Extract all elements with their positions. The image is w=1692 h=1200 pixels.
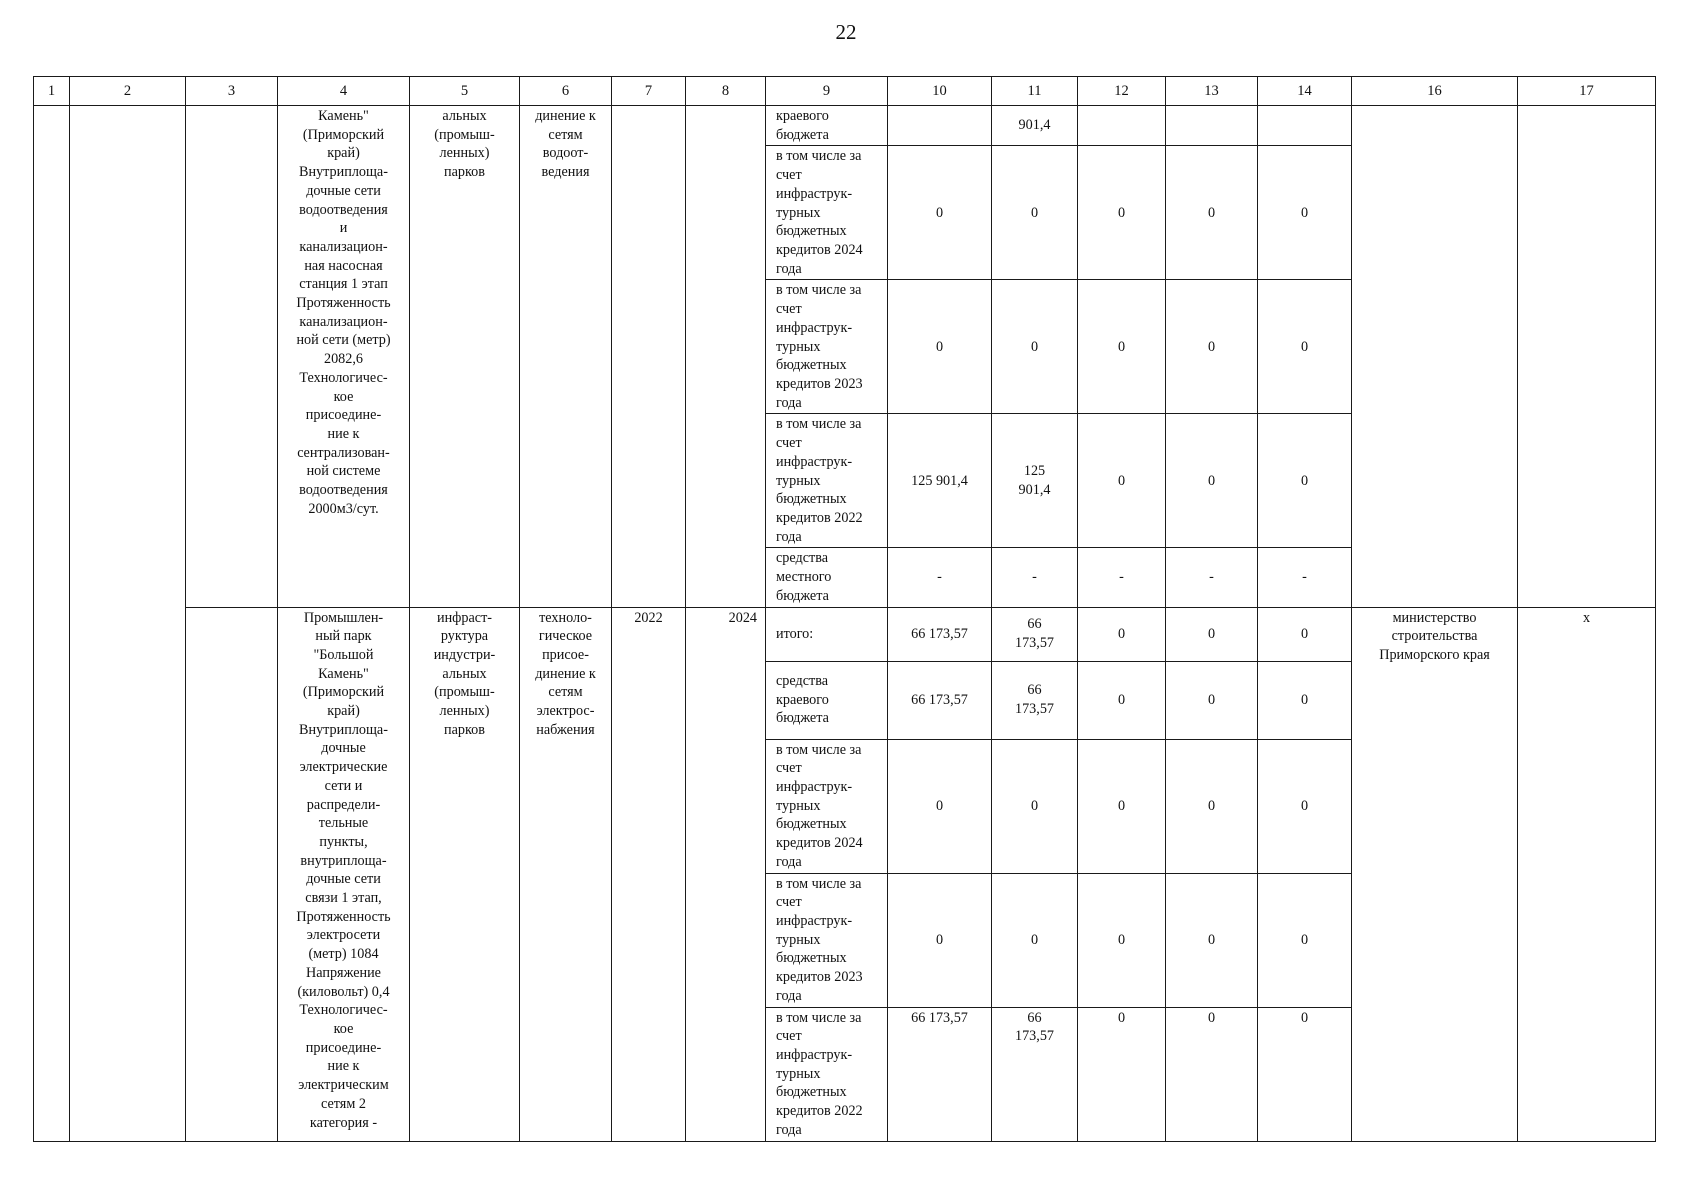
start-year: 2022 <box>612 607 686 1141</box>
cell-col1 <box>34 106 70 1142</box>
object-category: инфраст- руктура индустри- альных (промыш- ленных) парков <box>410 607 520 1141</box>
value-col14: 0 <box>1258 607 1352 661</box>
value-col14: 0 <box>1258 739 1352 873</box>
value-col11: 66 173,57 <box>992 661 1078 739</box>
column-header: 3 <box>186 77 278 106</box>
value-col13: 0 <box>1166 607 1258 661</box>
value-col11: 0 <box>992 280 1078 414</box>
value-col13: 0 <box>1166 146 1258 280</box>
value-col13: 0 <box>1166 873 1258 1007</box>
object-description: Камень" (Приморский край) Внутриплоща- дочные сети водоотведения и канализацион- ная насосная станция 1 этап Протяженность канализацион- ной сети (метр) 2082,6 Технологичес- кое присоедине- ние к cентрализован- ной системе водоотведения 2000м3/сут. <box>278 106 410 608</box>
value-col13: 0 <box>1166 414 1258 548</box>
value-col10: 0 <box>888 739 992 873</box>
column-header: 8 <box>686 77 766 106</box>
column-header: 12 <box>1078 77 1166 106</box>
value-col13: 0 <box>1166 1007 1258 1141</box>
value-col11: 66 173,57 <box>992 1007 1078 1141</box>
value-col14: 0 <box>1258 661 1352 739</box>
value-col13: 0 <box>1166 661 1258 739</box>
value-col10 <box>888 106 992 146</box>
value-col13: 0 <box>1166 739 1258 873</box>
value-col14: - <box>1258 548 1352 607</box>
end-year <box>686 106 766 608</box>
value-col10: 0 <box>888 280 992 414</box>
funding-source: в том числе за счет инфраструк- турных бюджетных кредитов 2022 года <box>766 414 888 548</box>
column-header: 1 <box>34 77 70 106</box>
column-header: 7 <box>612 77 686 106</box>
column-header: 9 <box>766 77 888 106</box>
value-col13 <box>1166 106 1258 146</box>
funding-source: в том числе за счет инфраструк- турных бюджетных кредитов 2023 года <box>766 280 888 414</box>
value-col12: - <box>1078 548 1166 607</box>
object-category: альных (промыш- ленных) парков <box>410 106 520 608</box>
column-header: 14 <box>1258 77 1352 106</box>
value-col12: 0 <box>1078 1007 1166 1141</box>
funding-source: в том числе за счет инфраструк- турных бюджетных кредитов 2024 года <box>766 146 888 280</box>
value-col14: 0 <box>1258 414 1352 548</box>
value-col12: 0 <box>1078 146 1166 280</box>
value-col10: 125 901,4 <box>888 414 992 548</box>
column-header: 6 <box>520 77 612 106</box>
value-col14: 0 <box>1258 873 1352 1007</box>
responsible-body: министерство строительства Приморского края <box>1352 607 1518 1141</box>
value-col10: 66 173,57 <box>888 661 992 739</box>
funding-source: в том числе за счет инфраструк- турных бюджетных кредитов 2024 года <box>766 739 888 873</box>
value-col11: 125 901,4 <box>992 414 1078 548</box>
value-col11: 0 <box>992 146 1078 280</box>
value-col10: 66 173,57 <box>888 607 992 661</box>
work-type: техноло- гическое присое- динение к сетям электрос- набжения <box>520 607 612 1141</box>
funding-source: в том числе за счет инфраструк- турных бюджетных кредитов 2023 года <box>766 873 888 1007</box>
cell-col3 <box>186 607 278 1141</box>
cell-col3 <box>186 106 278 608</box>
column-number-row <box>34 77 1656 106</box>
cell-col17 <box>1518 106 1656 608</box>
value-col12: 0 <box>1078 607 1166 661</box>
value-col12: 0 <box>1078 414 1166 548</box>
funding-source: средства местного бюджета <box>766 548 888 607</box>
column-header: 13 <box>1166 77 1258 106</box>
column-header: 2 <box>70 77 186 106</box>
start-year <box>612 106 686 608</box>
value-col13: 0 <box>1166 280 1258 414</box>
page-number: 22 <box>835 20 857 44</box>
value-col10: 0 <box>888 873 992 1007</box>
value-col10: - <box>888 548 992 607</box>
funding-source: краевого бюджета <box>766 106 888 146</box>
funding-source: средства краевого бюджета <box>766 661 888 739</box>
table-row <box>34 607 1656 661</box>
value-col12 <box>1078 106 1166 146</box>
column-header: 11 <box>992 77 1078 106</box>
funding-source: в том числе за счет инфраструк- турных бюджетных кредитов 2022 года <box>766 1007 888 1141</box>
funding-source: итого: <box>766 607 888 661</box>
value-col11: - <box>992 548 1078 607</box>
value-col13: - <box>1166 548 1258 607</box>
column-header: 16 <box>1352 77 1518 106</box>
value-col12: 0 <box>1078 280 1166 414</box>
column-header: 10 <box>888 77 992 106</box>
table-row <box>34 106 1656 146</box>
column-header: 17 <box>1518 77 1656 106</box>
value-col11: 0 <box>992 873 1078 1007</box>
value-col12: 0 <box>1078 661 1166 739</box>
value-col12: 0 <box>1078 739 1166 873</box>
value-col10: 0 <box>888 146 992 280</box>
value-col12: 0 <box>1078 873 1166 1007</box>
cell-col2 <box>70 106 186 1142</box>
value-col14: 0 <box>1258 146 1352 280</box>
work-type: динение к сетям водоот- ведения <box>520 106 612 608</box>
object-description: Промышлен- ный парк "Большой Камень" (Приморский край) Внутриплоща- дочные электрические сети и распредели- тельные пункты, внутриплоща- дочные сети связи 1 этап, Протяженность электросети (метр) 1084 Напряжение (киловольт) 0,4 Технологичес- кое присоедине- ние к электрическим сетям 2 категория - <box>278 607 410 1141</box>
value-col11: 66 173,57 <box>992 607 1078 661</box>
value-col11: 901,4 <box>992 106 1078 146</box>
value-col14: 0 <box>1258 280 1352 414</box>
cell-col17: х <box>1518 607 1656 1141</box>
end-year: 2024 <box>686 607 766 1141</box>
column-header: 4 <box>278 77 410 106</box>
value-col11: 0 <box>992 739 1078 873</box>
column-header: 5 <box>410 77 520 106</box>
value-col14: 0 <box>1258 1007 1352 1141</box>
value-col14 <box>1258 106 1352 146</box>
budget-table <box>33 76 1656 1142</box>
value-col10: 66 173,57 <box>888 1007 992 1141</box>
responsible-body <box>1352 106 1518 608</box>
